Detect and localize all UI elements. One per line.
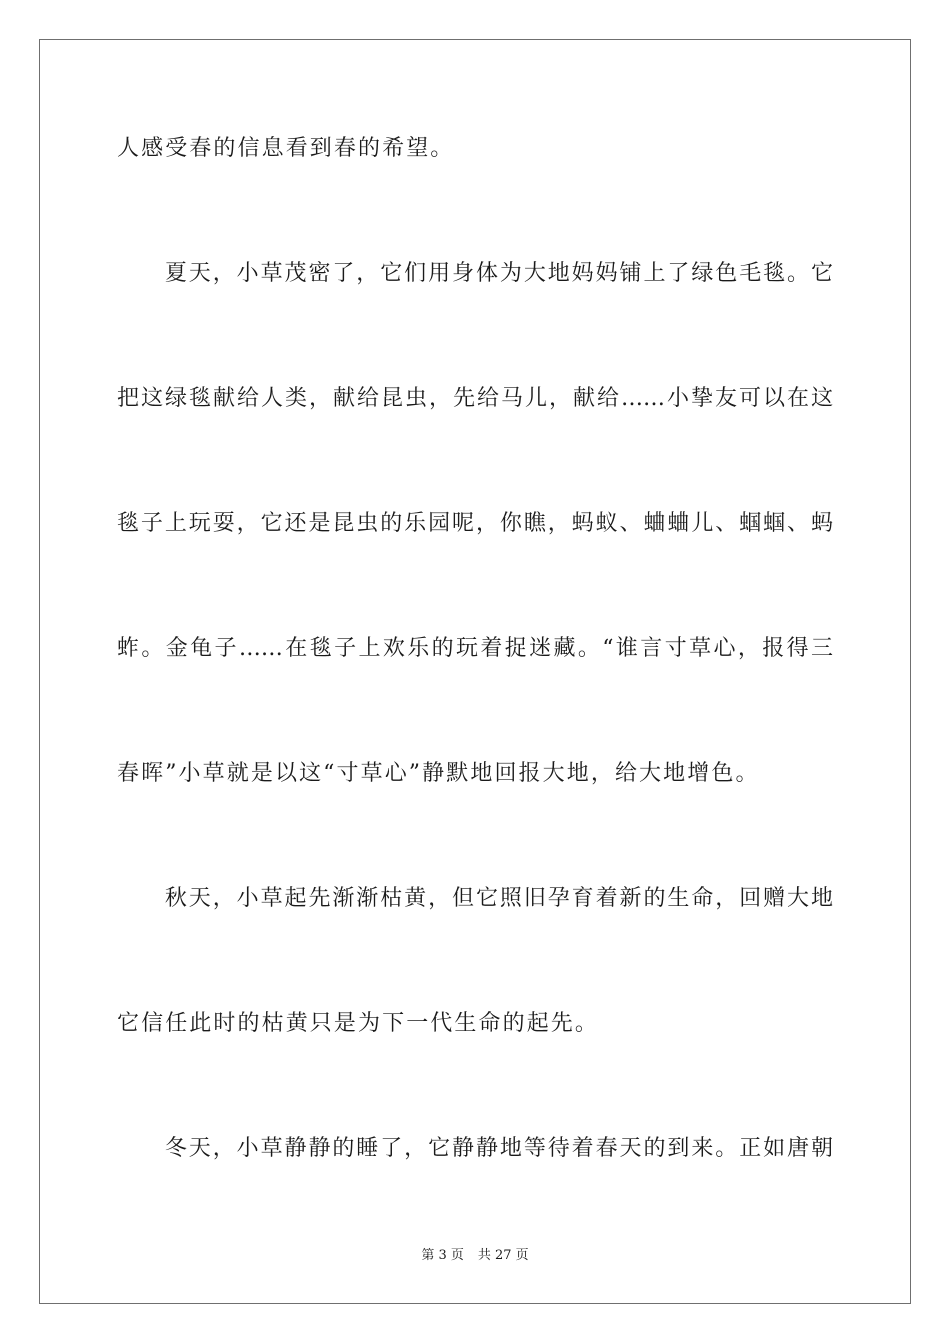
page-number: 第 3 页 [421,1248,464,1263]
page-total: 共 27 页 [477,1248,529,1263]
text-line: 蚱。金龟子……在毯子上欢乐的玩着捉迷藏。“谁言寸草心，报得三 [117,636,833,661]
text-line: 夏天，小草茂密了，它们用身体为大地妈妈铺上了绿色毛毯。它 [117,261,833,286]
text-line: 秋天，小草起先渐渐枯黄，但它照旧孕育着新的生命，回赠大地 [117,886,833,911]
text-line: 春晖”小草就是以这“寸草心”静默地回报大地，给大地增色。 [117,761,760,786]
page-footer [0,1247,950,1265]
text-line: 把这绿毯献给人类，献给昆虫，先给马儿，献给……小挚友可以在这 [117,386,833,411]
text-line: 毯子上玩耍，它还是昆虫的乐园呢，你瞧，蚂蚁、蛐蛐儿、蝈蝈、蚂 [117,511,833,536]
text-line: 冬天，小草静静的睡了，它静静地等待着春天的到来。正如唐朝 [117,1136,833,1161]
text-line: 人感受春的信息看到春的希望。 [117,136,455,161]
page-border [39,39,911,1304]
text-line: 它信任此时的枯黄只是为下一代生命的起先。 [117,1011,600,1036]
